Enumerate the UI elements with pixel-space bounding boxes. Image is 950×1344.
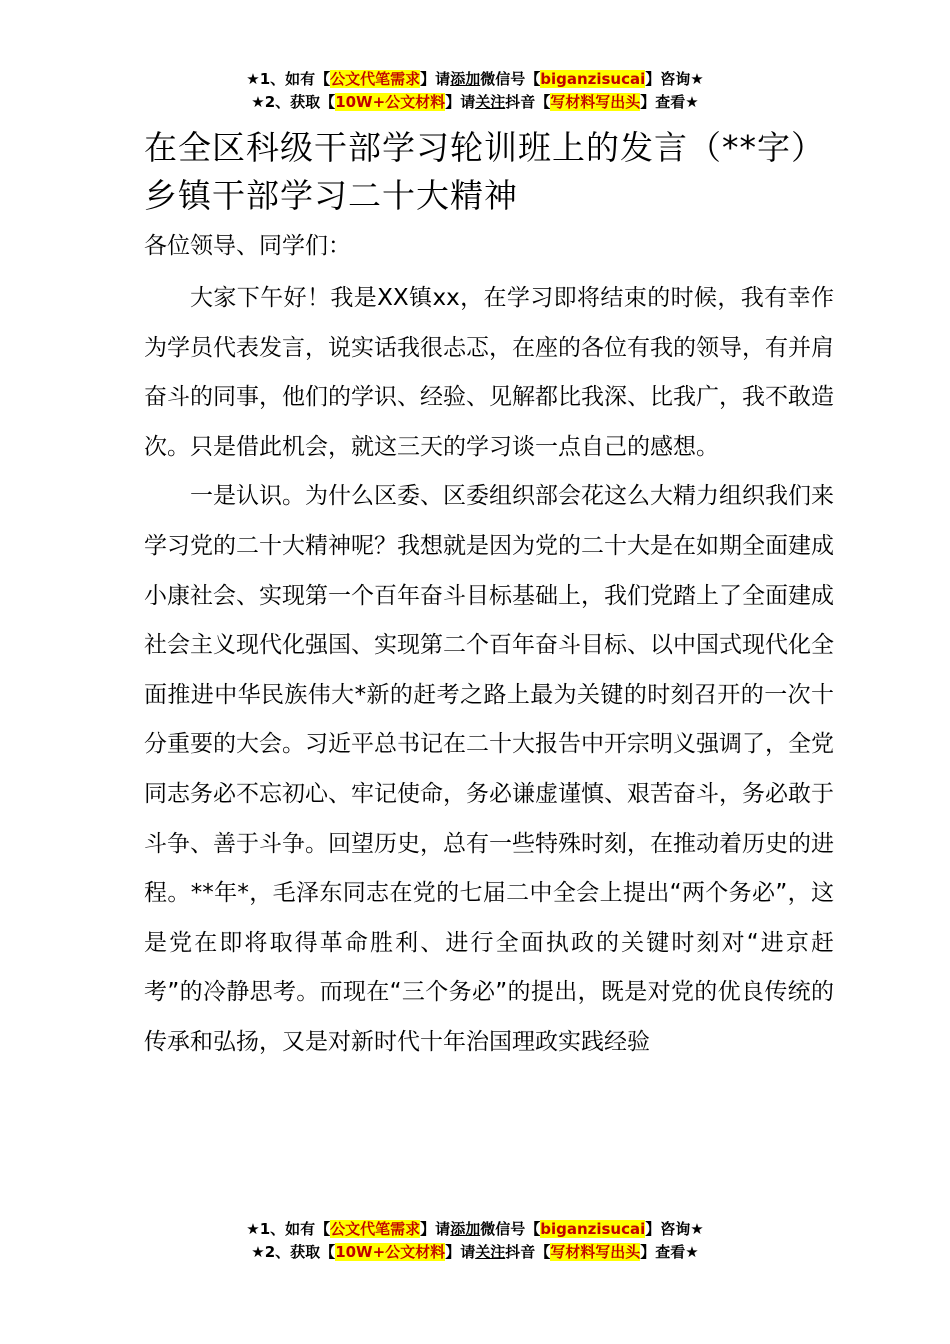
footer-banner [0,1218,950,1264]
banner-highlight: 写材料写出头 [550,1243,641,1261]
banner-text: 】请 [420,70,451,88]
banner-text: 】查看★ [640,93,699,111]
banner-text: 】咨询★ [645,1220,704,1238]
banner-text: 】查看★ [640,1243,699,1261]
banner-line-1 [0,1218,950,1241]
banner-emphasis: 添加 [450,70,481,88]
document-body [144,124,834,1068]
banner-line-2 [0,91,950,114]
banner-emphasis: 添加 [450,1220,481,1238]
banner-highlight: 公文代笔需求 [330,70,421,88]
banner-highlight: 10W+公文材料 [335,1243,446,1261]
paragraph: 一是认识。为什么区委、区委组织部会花这么大精力组织我们来学习党的二十大精神呢？我想就是因为党的二十大是在如期全面建成小康社会、实现第一个百年奋斗目标基础上，我们党踏上了全面建成社会主义现代化强国、实现第二个百年奋斗目标、以中国式现代化全面推进中华民族伟大*新的赶考之路上最为关键的时刻召开的一次十分重要的大会。习近平总书记在二十大报告中开宗明义强调了，全党同志务必不忘初心、牢记使命，务必谦虚谨慎、艰苦奋斗，务必敢于斗争、善于斗争。回望历史，总有一些特殊时刻，在推动着历史的进程。**年*，毛泽东同志在党的七届二中全会上提出“两个务必”，这是党在即将取得革命胜利、进行全面执政的关键时刻对“进京赶考”的冷静思考。而现在“三个务必”的提出，既是对党的优良传统的传承和弘扬，又是对新时代十年治国理政实践经验 [144,483,834,1055]
banner-text: ★1、如有【 [246,1220,331,1238]
banner-text: 微信号【 [480,70,541,88]
banner-text: 】请 [445,93,476,111]
paragraph: 大家下午好！我是XX镇xx，在学习即将结束的时候，我有幸作为学员代表发言，说实话我很忐忑，在座的各位有我的领导，有并肩奋斗的同事，他们的学识、经验、见解都比我深、比我广，我不敢造次。只是借此机会，就这三天的学习谈一点自己的感想。 [144,285,834,460]
document-title: 在全区科级干部学习轮训班上的发言（**字）乡镇干部学习二十大精神 [144,128,825,215]
banner-line-2 [0,1241,950,1264]
banner-text: ★2、获取【 [251,93,336,111]
banner-emphasis: 关注 [475,1243,506,1261]
banner-highlight: 10W+公文材料 [335,93,446,111]
banner-highlight: 公文代笔需求 [330,1220,421,1238]
banner-highlight: 写材料写出头 [550,93,641,111]
banner-highlight: biganzisucai [540,1220,646,1238]
banner-emphasis: 关注 [475,93,506,111]
banner-text: 微信号【 [480,1220,541,1238]
banner-text: 抖音【 [505,93,551,111]
banner-highlight: biganzisucai [540,70,646,88]
header-banner [0,68,950,114]
banner-text: 】请 [420,1220,451,1238]
greeting: 各位领导、同学们： [144,233,351,259]
banner-line-1 [0,68,950,91]
banner-text: 】咨询★ [645,70,704,88]
banner-text: 】请 [445,1243,476,1261]
banner-text: 抖音【 [505,1243,551,1261]
banner-text: ★2、获取【 [251,1243,336,1261]
banner-text: ★1、如有【 [246,70,331,88]
